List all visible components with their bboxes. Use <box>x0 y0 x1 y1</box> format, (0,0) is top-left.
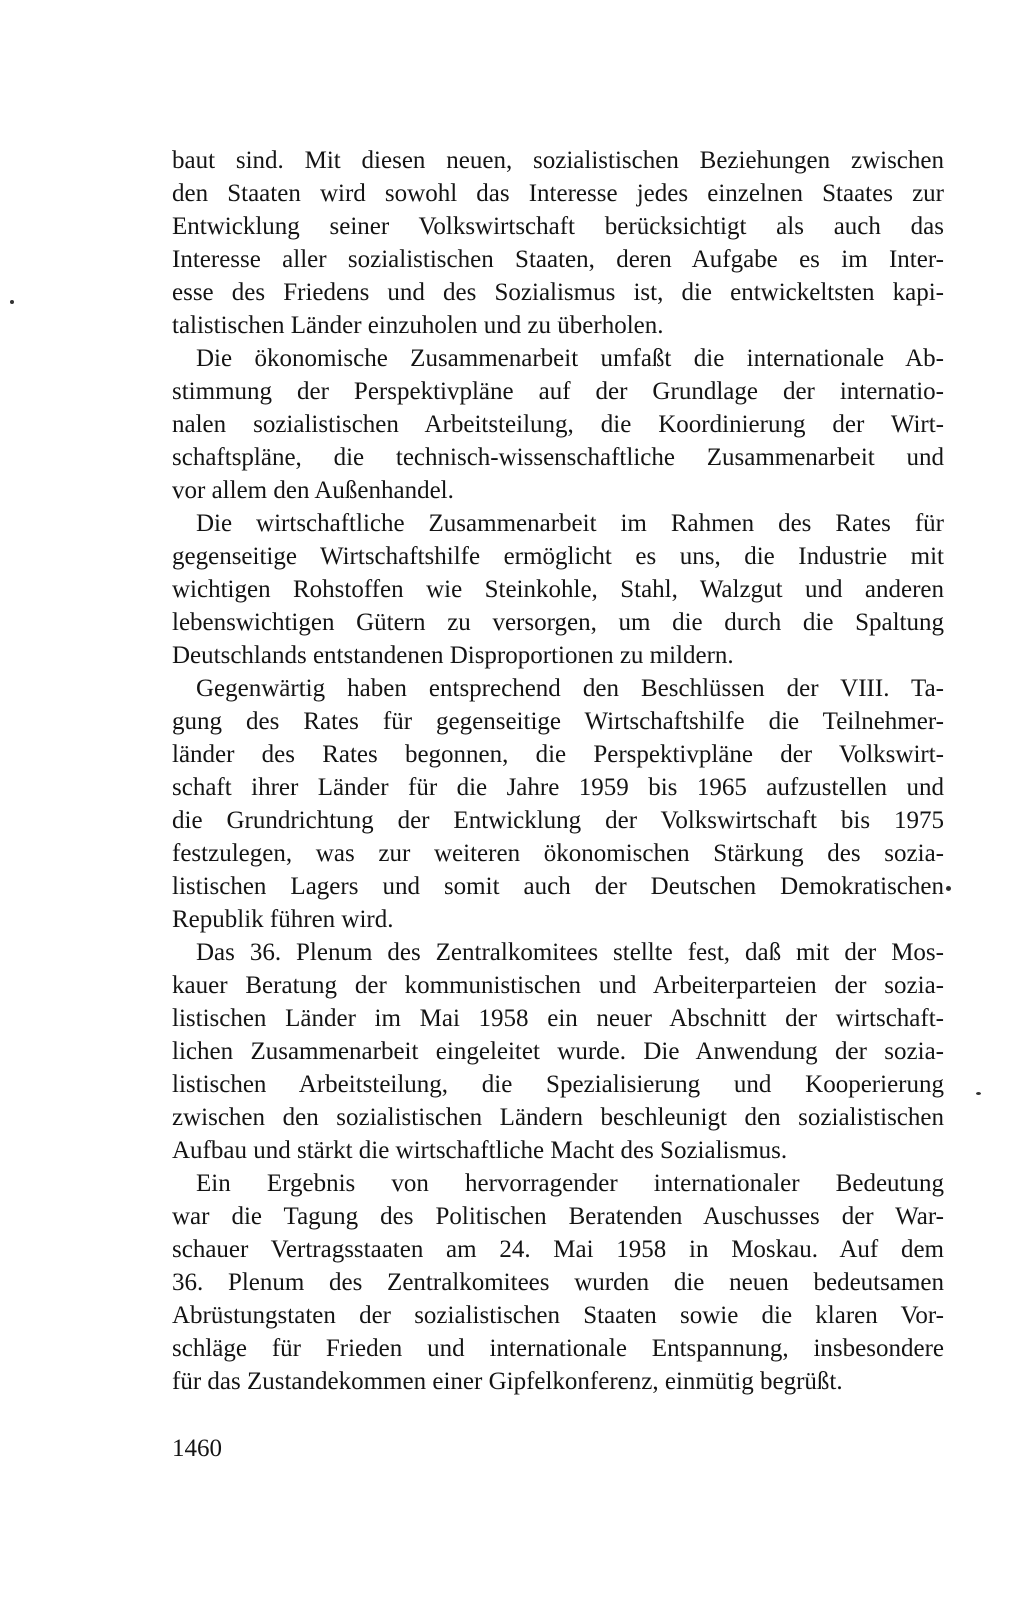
text-line: lichen Zusammenarbeit eingeleitet wurde. Die Anwendung der sozia- <box>172 1038 944 1065</box>
text-line: Interesse aller sozialistischen Staaten, deren Aufgabe es im Inter- <box>172 246 944 273</box>
paragraph <box>172 144 944 342</box>
paragraph <box>172 507 944 672</box>
text-line: wichtigen Rohstoffen wie Steinkohle, Stahl, Walzgut und anderen <box>172 576 944 603</box>
text-line: Ein Ergebnis von hervorragender internationaler Bedeutung <box>196 1170 944 1197</box>
text-line: lebenswichtigen Gütern zu versorgen, um die durch die Spaltung <box>172 609 944 636</box>
text-line: kauer Beratung der kommunistischen und Arbeiterparteien der sozia- <box>172 972 944 999</box>
paragraph <box>172 672 944 936</box>
text-line: schaft ihrer Länder für die Jahre 1959 bis 1965 aufzustellen und <box>172 774 944 801</box>
text-line: gegenseitige Wirtschaftshilfe ermöglicht es uns, die Industrie mit <box>172 543 944 570</box>
text-line: esse des Friedens und des Sozialismus ist, die entwickeltsten kapi- <box>172 279 944 306</box>
text-line: stimmung der Perspektivpläne auf der Grundlage der internatio- <box>172 378 944 405</box>
text-line: Deutschlands entstandenen Disproportionen zu mildern. <box>172 642 734 669</box>
text-line: Aufbau und stärkt die wirtschaftliche Macht des Sozialismus. <box>172 1137 788 1164</box>
text-line: Abrüstungstaten der sozialistischen Staaten sowie die klaren Vor- <box>172 1302 944 1329</box>
text-line: Republik führen wird. <box>172 906 394 933</box>
text-line: zwischen den sozialistischen Ländern beschleunigt den sozialistischen <box>172 1104 944 1131</box>
text-line: Gegenwärtig haben entsprechend den Beschlüssen der VIII. Ta- <box>196 675 944 702</box>
paragraph <box>172 1167 944 1398</box>
text-line: für das Zustandekommen einer Gipfelkonferenz, einmütig begrüßt. <box>172 1368 843 1395</box>
text-line: länder des Rates begonnen, die Perspektivpläne der Volkswirt- <box>172 741 944 768</box>
text-line: Das 36. Plenum des Zentralkomitees stellte fest, daß mit der Mos- <box>196 939 944 966</box>
scan-speck <box>976 1092 981 1095</box>
text-line: festzulegen, was zur weiteren ökonomischen Stärkung des sozia- <box>172 840 944 867</box>
text-line: den Staaten wird sowohl das Interesse jedes einzelnen Staates zur <box>172 180 944 207</box>
text-line: nalen sozialistischen Arbeitsteilung, die Koordinierung der Wirt- <box>172 411 944 438</box>
paragraph <box>172 342 944 507</box>
text-line: talistischen Länder einzuholen und zu überholen. <box>172 312 664 339</box>
text-line: 36. Plenum des Zentralkomitees wurden die neuen bedeutsamen <box>172 1269 944 1296</box>
text-line: war die Tagung des Politischen Beratenden Auschusses der War- <box>172 1203 944 1230</box>
text-line: die Grundrichtung der Entwicklung der Volkswirtschaft bis 1975 <box>172 807 944 834</box>
text-line: baut sind. Mit diesen neuen, sozialistischen Beziehungen zwischen <box>172 147 944 174</box>
scan-speck <box>946 886 951 891</box>
text-line: listischen Lagers und somit auch der Deutschen Demokratischen <box>172 873 944 900</box>
text-line: schaftspläne, die technisch-wissenschaftliche Zusammenarbeit und <box>172 444 944 471</box>
body-text <box>172 144 944 1398</box>
scan-speck <box>10 300 14 304</box>
text-line: listischen Arbeitsteilung, die Spezialisierung und Kooperierung <box>172 1071 944 1098</box>
text-line: vor allem den Außenhandel. <box>172 477 454 504</box>
text-line: listischen Länder im Mai 1958 ein neuer Abschnitt der wirtschaft- <box>172 1005 944 1032</box>
text-line: Die ökonomische Zusammenarbeit umfaßt die internationale Ab- <box>196 345 944 372</box>
paragraph <box>172 936 944 1167</box>
text-line: schauer Vertragsstaaten am 24. Mai 1958 in Moskau. Auf dem <box>172 1236 944 1263</box>
text-line: Entwicklung seiner Volkswirtschaft berücksichtigt als auch das <box>172 213 944 240</box>
text-line: Die wirtschaftliche Zusammenarbeit im Rahmen des Rates für <box>196 510 944 537</box>
text-line: schläge für Frieden und internationale Entspannung, insbesondere <box>172 1335 944 1362</box>
page-number: 1460 <box>172 1435 222 1462</box>
text-line: gung des Rates für gegenseitige Wirtschaftshilfe die Teilnehmer- <box>172 708 944 735</box>
